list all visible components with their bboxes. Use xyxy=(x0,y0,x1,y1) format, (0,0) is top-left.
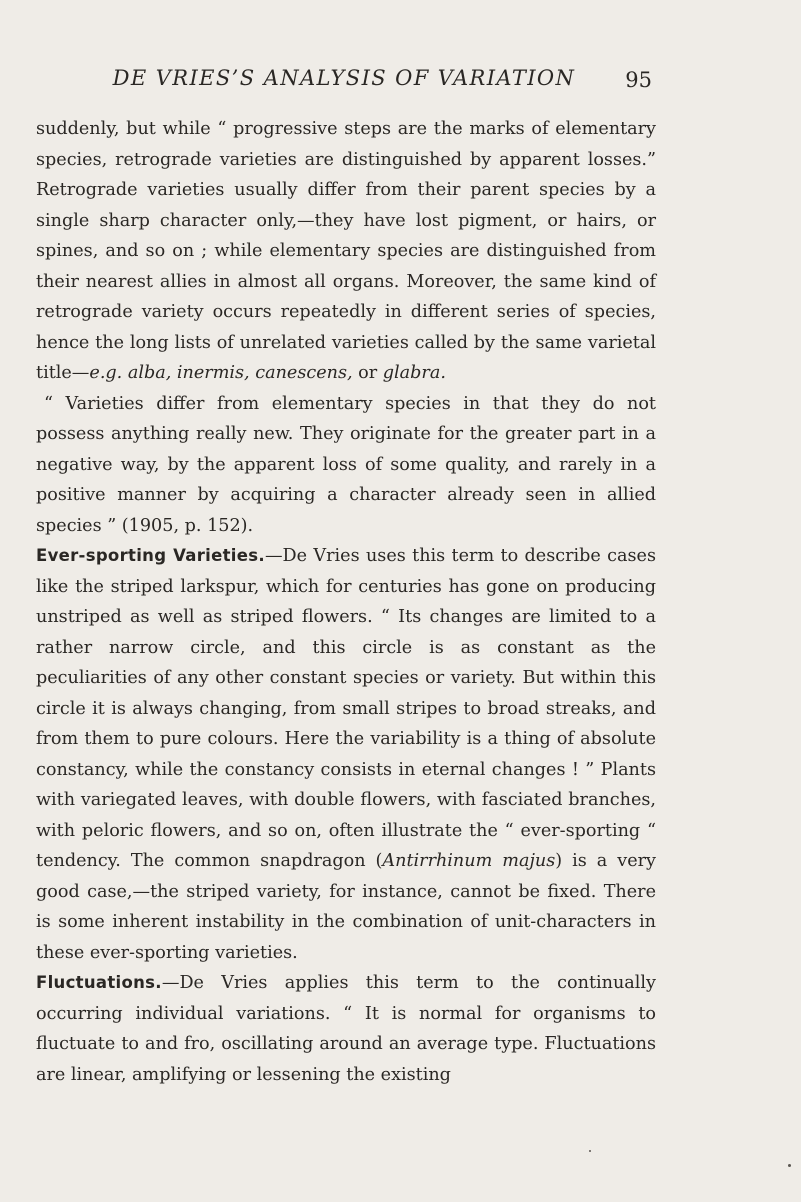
term-ever-sporting-varieties: Ever-sporting Varieties. xyxy=(36,546,265,565)
page-header xyxy=(36,66,652,100)
paragraph-text: —De Vries applies this term to the continually occurring individual variations. “ It is normal for organisms to fluctuate to and fro, oscillating around an average type. Fluctuations are linear, amplifying or lessening the existing xyxy=(36,973,656,1085)
term-fluctuations: Fluctuations. xyxy=(36,973,162,992)
italic-latin-names: alba, inermis, canescens, xyxy=(127,363,353,383)
paragraph-fluctuations xyxy=(36,968,656,1090)
paragraph-text: or xyxy=(352,363,383,383)
paper-speck xyxy=(788,1164,791,1167)
paragraph-ever-sporting xyxy=(36,541,656,968)
paragraph-text: “ Varieties differ from elementary species in that they do not possess anything really new. They originate for the greater part in a negative way, by the apparent loss of some quality, and rarely in a positive manner by acquiring a character already seen in allied species ” (1905, p. 152). xyxy=(36,393,656,536)
page-number: 95 xyxy=(625,68,652,92)
paragraph-text: suddenly, but while “ progressive steps are the marks of elementary species, retrograde varieties are distinguished by apparent losses.” Retrograde varieties usually differ from their parent species by a single sharp character only,—they have lost pigment, or hairs, or spines, and so on ; while elementary species are distinguished from their nearest allies in almost all organs. Moreover, the same kind of retrograde variety occurs repeatedly in different series of species, hence the long lists of unrelated varieties called by the same varietal title— xyxy=(36,119,656,383)
italic-eg: e.g. xyxy=(89,363,123,383)
italic-glabra: glabra. xyxy=(382,363,446,383)
paper-speck xyxy=(589,1150,591,1152)
paragraph-text: ) is a very good case,—the striped variety, for instance, cannot be fixed. There is some inherent instability in the combination of unit-characters in these ever-sporting varieties. xyxy=(36,851,656,963)
body-text xyxy=(36,114,656,1090)
paragraph-varieties-quote xyxy=(36,389,656,542)
running-head: DE VRIES’S ANALYSIS OF VARIATION xyxy=(112,66,576,90)
paragraph-retrograde-varieties xyxy=(36,114,656,389)
italic-antirrhinum: Antirrhinum majus xyxy=(382,851,556,871)
paragraph-text: —De Vries uses this term to describe cases like the striped larkspur, which for centuries has gone on producing unstriped as well as striped flowers. “ Its changes are limited to a rather narrow circle, and this circle is as constant as the peculiarities of any other constant species or variety. But within this circle it is always changing, from small stripes to broad streaks, and from them to pure colours. Here the variability is a thing of absolute constancy, while the constancy consists in eternal changes ! ” Plants with variegated leaves, with double flowers, with fasciated branches, with peloric flowers, and so on, often illustrate the “ ever-sporting “ tendency. The common snapdragon ( xyxy=(36,546,656,871)
